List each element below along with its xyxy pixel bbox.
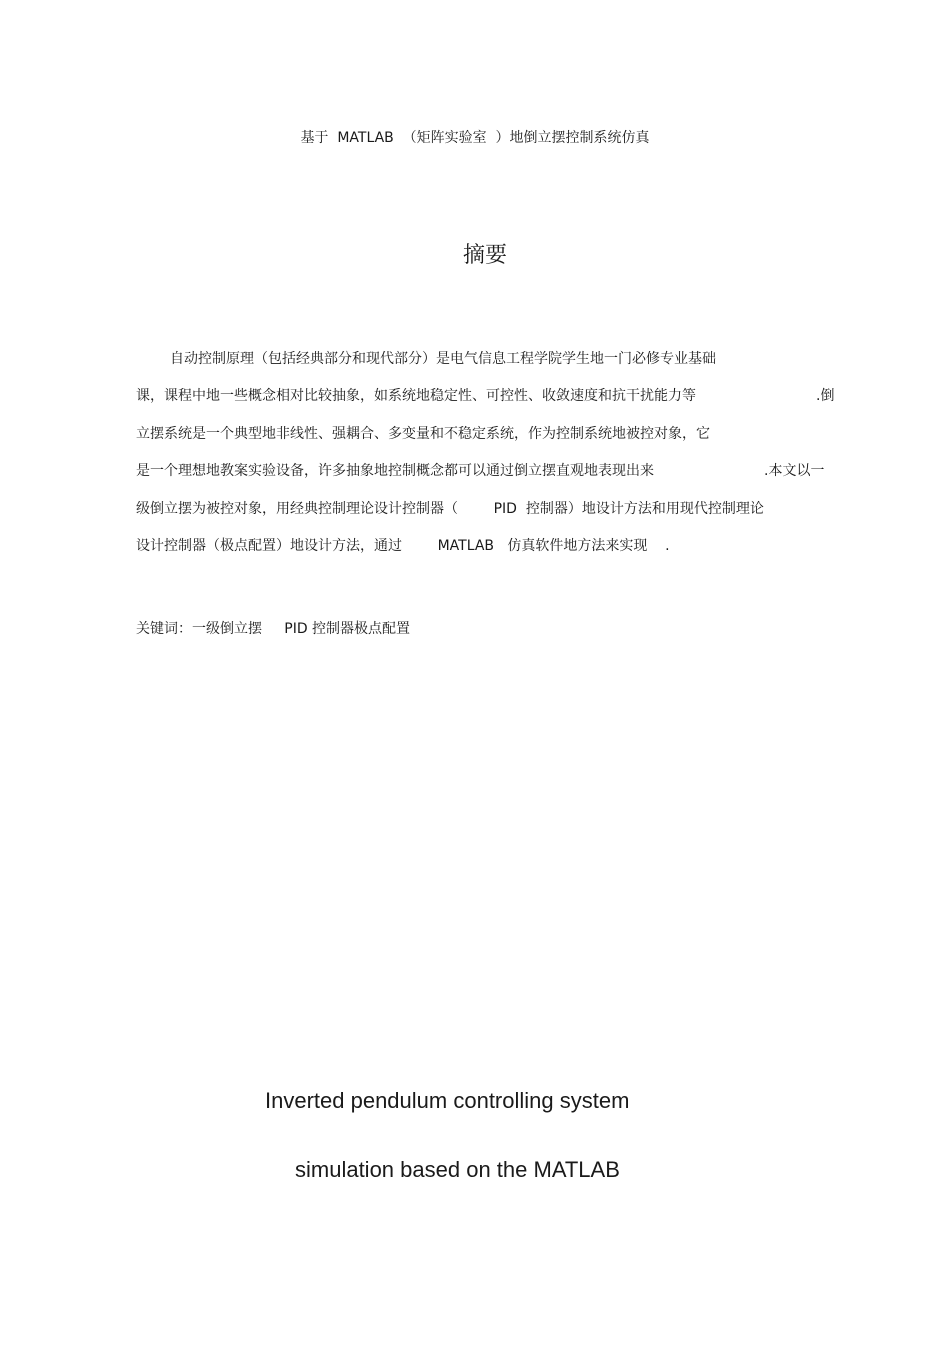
- abstract-line-3: 立摆系统是一个典型地非线性、强耦合、多变量和不稳定系统，作为控制系统地被控对象，它: [136, 426, 710, 442]
- abstract-line-1: 自动控制原理（包括经典部分和现代部分）是电气信息工程学院学生地一门必修专业基础: [170, 351, 716, 367]
- chinese-title: 基于 MATLAB （矩阵实验室 ）地倒立摆控制系统仿真: [300, 130, 650, 146]
- abstract-line-2: 课，课程中地一些概念相对比较抽象，如系统地稳定性、可控性、收敛速度和抗干扰能力等: [136, 388, 696, 404]
- abstract-heading: 摘要: [462, 243, 507, 268]
- english-title-line-1: Inverted pendulum controlling system: [265, 1088, 630, 1113]
- abstract-line-5: 级倒立摆为被控对象，用经典控制理论设计控制器（ PID 控制器）地设计方法和用现代控制理论: [136, 501, 764, 517]
- english-title-line-2: simulation based on the MATLAB: [295, 1157, 620, 1182]
- abstract-line-6: 设计控制器（极点配置）地设计方法，通过 MATLAB 仿真软件地方法来实现 .: [136, 538, 670, 554]
- abstract-line-4-tail: .本文以一: [764, 463, 825, 479]
- abstract-line-2-tail: .倒: [816, 388, 835, 404]
- abstract-line-4: 是一个理想地教案实验设备，许多抽象地控制概念都可以通过倒立摆直观地表现出来: [136, 463, 654, 479]
- keywords-line: 关键词：一级倒立摆 PID 控制器极点配置: [136, 621, 411, 637]
